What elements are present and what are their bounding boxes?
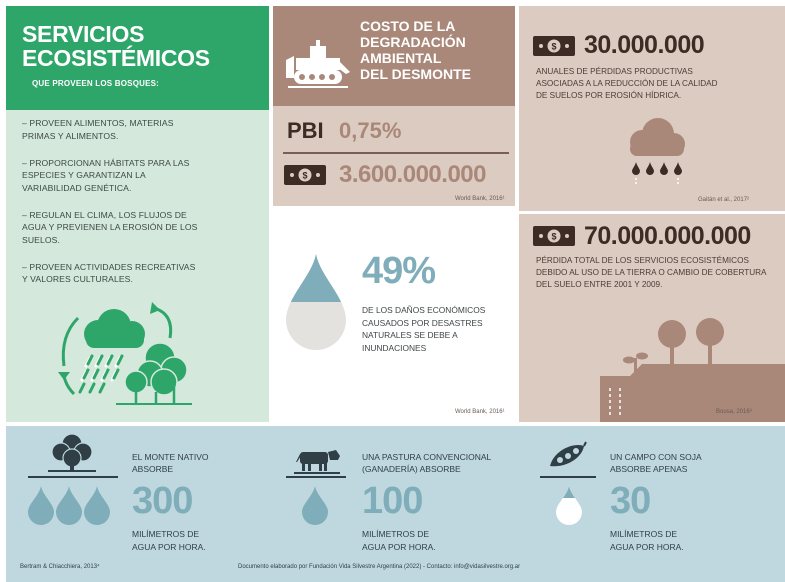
absorption-heading-3 [610,451,702,475]
loss-text: PÉRDIDA TOTAL DE LOS SERVICIOS ECOSISTÉMICOS DEBIDO AL USO DE LA TIERRA O CAMBIO DE COBERTURA DEL SUELO ENTRE 2001 Y 2009. [536,256,767,289]
absorption-heading-line: EL MONTE NATIVO [132,452,209,462]
absorption-heading-line: ABSORBE APENAS [610,464,688,474]
cost-amount: 3.600.000.000 [339,161,486,188]
list-item: – PROPORCIONAN HÁBITATS PARA LAS ESPECIES Y GARANTIZAN LA VARIABILIDAD GENÉTICA. [22,157,190,193]
services-title-line1: SERVICIOS [22,21,145,47]
absorption-value-2: 100 [362,480,423,522]
absorption-heading-1 [132,451,209,475]
absorption-heading-line: UNA PASTURA CONVENCIONAL [362,452,492,462]
erosion-source: Gaitán et al., 2017² [698,197,750,203]
floods-source: World Bank, 2016¹ [455,409,505,415]
absorption-unit-line: MILÍMETROS DE [362,529,430,539]
drop-icon [302,486,328,526]
drop-icon [556,486,582,526]
services-title [22,22,210,70]
cost-title-line1: COSTO DE LA [360,18,456,34]
services-list [22,117,262,300]
divider [283,152,509,154]
absorption-heading-line: UN CAMPO CON SOJA [610,452,702,462]
money-icon [284,165,326,185]
footer-credit: Documento elaborado por Fundación Vida Silvestre Argentina (2022) - Contacto: info@vidasilvestre.org.ar [238,564,521,570]
services-subtitle: QUE PROVEEN LOS BOSQUES: [32,79,160,88]
divider [28,476,118,478]
absorption-unit-line: AGUA POR HORA. [610,542,684,552]
absorption-unit-line: AGUA POR HORA. [362,542,436,552]
floods-text: DE LOS DAÑOS ECONÓMICOS CAUSADOS POR DESASTRES NATURALES SE DEBE A INUNDACIONES [362,305,486,353]
erosion-amount: 30.000.000 [584,31,705,59]
absorption-heading-line: ABSORBE [132,464,174,474]
services-title-line2: ECOSISTÉMICOS [22,45,210,71]
tree-icon [48,432,96,472]
absorption-heading-line: (GANADERÍA) ABSORBE [362,464,461,474]
loss-source: Bousa, 2016³ [716,409,752,415]
cost-title-line3: AMBIENTAL [360,50,442,66]
divider [540,476,596,478]
cost-title-line2: DEGRADACIÓN [360,34,466,50]
bulldozer-icon [284,40,352,88]
cost-title-line4: DEL DESMONTE [360,66,471,82]
absorption-unit-1 [132,528,206,554]
pbi-value: 0,75% [339,118,402,143]
list-item: – REGULAN EL CLIMA, LOS FLUJOS DE AGUA Y PREVIENEN LA EROSIÓN DE LOS SUELOS. [22,209,198,245]
cost-source: World Bank, 2016¹ [455,196,505,202]
soy-icon [548,440,588,474]
absorption-heading-2 [362,451,491,475]
absorption-unit-line: MILÍMETROS DE [132,529,200,539]
absorption-unit-3 [610,528,684,554]
drop-icon [286,254,346,350]
loss-amount: 70.000.000.000 [584,222,751,250]
erosion-text: ANUALES DE PÉRDIDAS PRODUCTIVAS ASOCIADAS A LA REDUCCIÓN DE LA CALIDAD DE SUELOS POR EROSIÓN HÍDRICA. [536,67,718,100]
absorption-value-1: 300 [132,480,193,522]
cost-title [360,18,471,82]
cow-icon [294,448,340,474]
pbi-label: PBI [287,118,324,143]
drop-icon [28,486,110,526]
absorption-value-3: 30 [610,480,651,522]
svg-text:$: $ [551,231,557,242]
rain-cloud-icon [622,116,688,188]
divider [286,476,346,478]
water-cycle-icon [56,296,196,412]
money-icon [533,226,575,246]
absorption-unit-line: MILÍMETROS DE [610,529,678,539]
trees-field-icon [600,316,785,422]
floods-percent: 49% [362,250,436,292]
svg-text:$: $ [302,170,308,181]
absorption-source: Bertram & Chiacchiera, 2013⁴ [20,564,100,570]
svg-text:$: $ [551,41,557,52]
absorption-unit-2 [362,528,436,554]
list-item: – PROVEEN ALIMENTOS, MATERIAS PRIMAS Y ALIMENTOS. [22,118,174,141]
absorption-unit-line: AGUA POR HORA. [132,542,206,552]
money-icon [533,36,575,56]
list-item: – PROVEEN ACTIVIDADES RECREATIVAS Y VALORES CULTURALES. [22,261,196,284]
